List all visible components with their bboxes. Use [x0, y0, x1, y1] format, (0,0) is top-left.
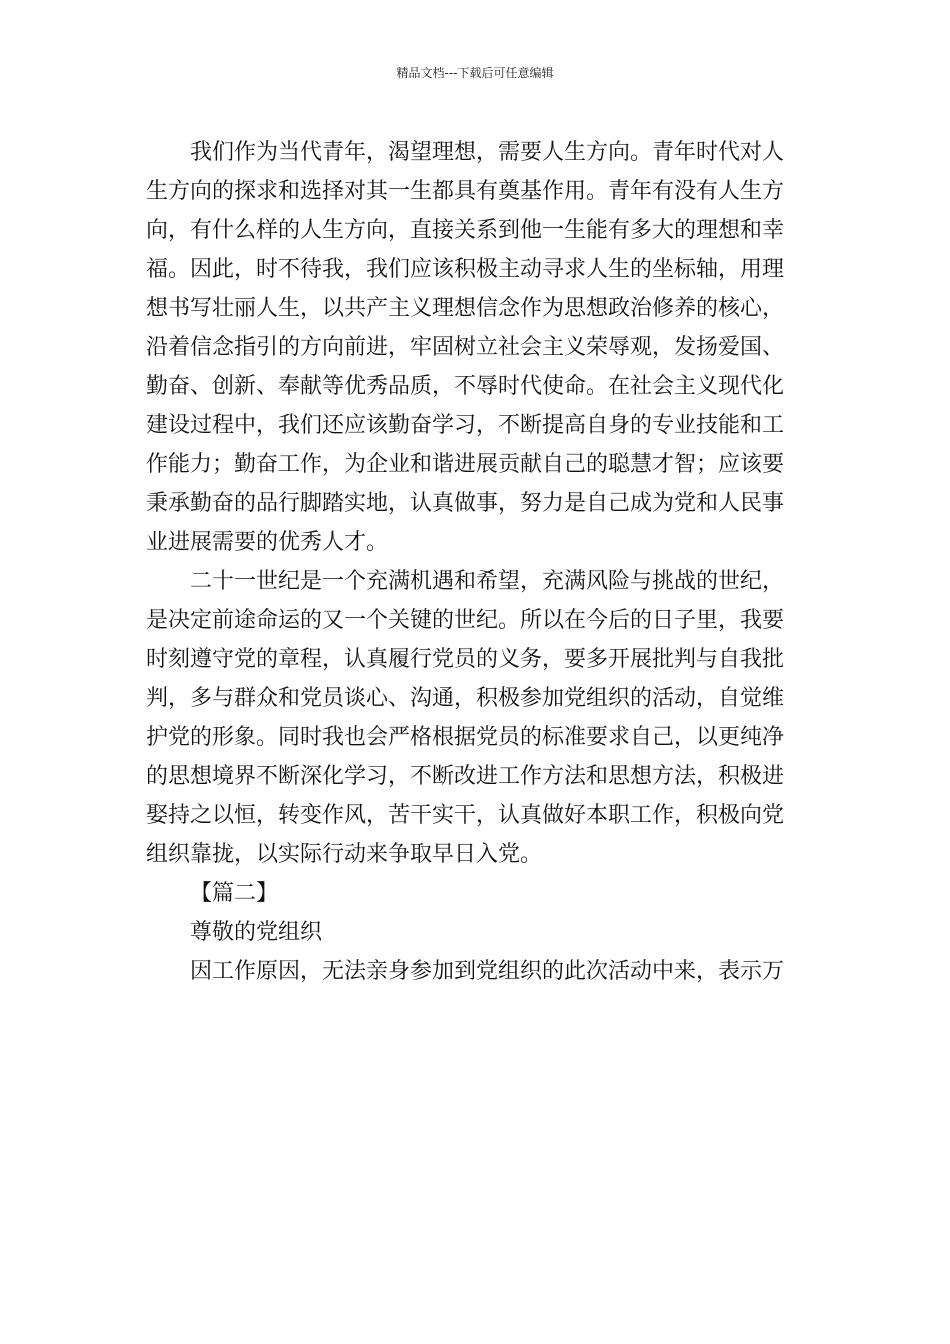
- paragraph-2: [146, 562, 806, 874]
- text-line: 判，多与群众和党员谈心、沟通，积极参加党组织的活动，自觉维: [146, 686, 785, 711]
- text-line: 建设过程中，我们还应该勤奋学习，不断提高自身的专业技能和工: [146, 413, 785, 438]
- text-line: 娶持之以恒，转变作风，苦干实干，认真做好本职工作，积极向党: [146, 803, 785, 828]
- paragraph-1: [146, 133, 806, 562]
- text-line: 福。因此，时不待我，我们应该积极主动寻求人生的坐标轴，用理: [146, 257, 785, 282]
- text-line: 的思想境界不断深化学习，不断改进工作方法和思想方法，积极进: [146, 764, 785, 789]
- text-line: 因工作原因，无法亲身参加到党组织的此次活动中来，表示万: [190, 959, 785, 984]
- text-line: 想书写壮丽人生，以共产主义理想信念作为思想政治修养的核心，: [146, 296, 785, 321]
- salutation: 尊敬的党组织: [190, 920, 323, 945]
- page-header: 精品文档---下载后可任意编辑: [396, 66, 554, 80]
- text-line: 沿着信念指引的方向前进，牢固树立社会主义荣辱观，发扬爱国、: [146, 335, 785, 360]
- text-line: 秉承勤奋的品行脚踏实地，认真做事，努力是自己成为党和人民事: [146, 491, 785, 516]
- text-line: 是决定前途命运的又一个关键的世纪。所以在今后的日子里，我要: [146, 608, 785, 633]
- text-line: 作能力；勤奋工作，为企业和谐进展贡献自己的聪慧才智；应该要: [146, 452, 785, 477]
- paragraph-3: [146, 952, 806, 991]
- document-body: [146, 133, 806, 991]
- section-heading: 【篇二】: [190, 881, 279, 906]
- text-line: 组织靠拢，以实际行动来争取早日入党。: [146, 842, 543, 867]
- text-line: 时刻遵守党的章程，认真履行党员的义务，要多开展批判与自我批: [146, 647, 785, 672]
- text-line: 生方向的探求和选择对其一生都具有奠基作用。青年有没有人生方: [146, 179, 785, 204]
- text-line: 勤奋、创新、奉献等优秀品质，不辱时代使命。在社会主义现代化: [146, 374, 785, 399]
- text-line: 二十一世纪是一个充满机遇和希望，充满风险与挑战的世纪，: [190, 569, 785, 594]
- text-line: 业进展需要的优秀人才。: [146, 530, 389, 555]
- text-line: 护党的形象。同时我也会严格根据党员的标准要求自己，以更纯净: [146, 725, 785, 750]
- text-line: 向，有什么样的人生方向，直接关系到他一生能有多大的理想和幸: [146, 218, 785, 243]
- text-line: 我们作为当代青年，渴望理想，需要人生方向。青年时代对人: [190, 140, 785, 165]
